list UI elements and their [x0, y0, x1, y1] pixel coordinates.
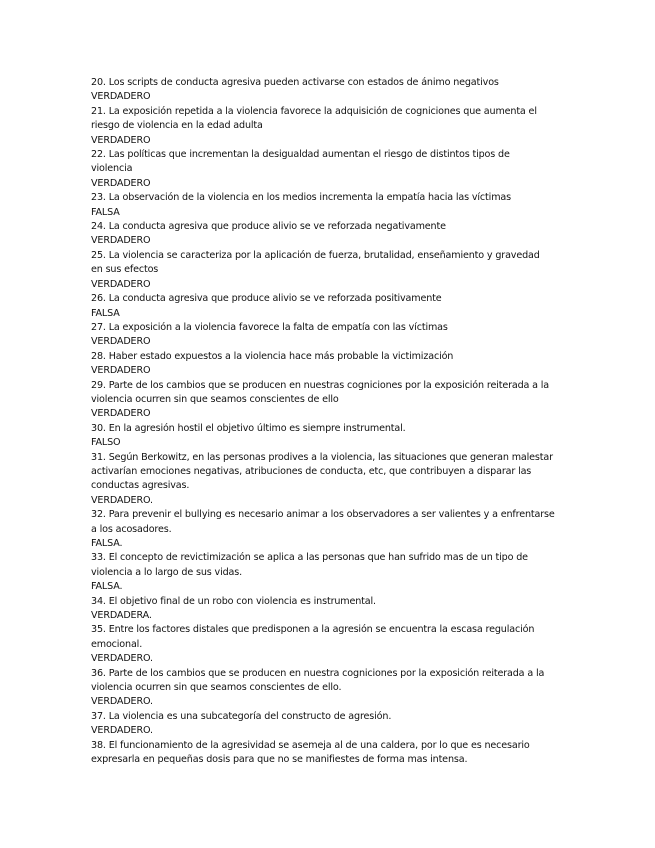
text-line: violencia [91, 163, 133, 175]
text-line: 34. El objetivo final de un robo con violencia es instrumental. [91, 595, 376, 607]
text-line: VERDADERO [91, 235, 151, 247]
text-line: 35. Entre los factores distales que predisponen a la agresión se encuentra la escasa regulación [91, 624, 535, 636]
text-line: 36. Parte de los cambios que se producen en nuestra cogniciones por la exposición reiterada a la [91, 667, 545, 679]
text-line: violencia ocurren sin que seamos conscientes de ello. [91, 682, 342, 694]
text-line: VERDADERO. [91, 653, 153, 665]
text-line: 31. Según Berkowitz, en las personas prodives a la violencia, las situaciones que generan malestar [91, 451, 553, 463]
text-line: 20. Los scripts de conducta agresiva pueden activarse con estados de ánimo negativos [91, 77, 499, 88]
text-line: 37. La violencia es una subcategoría del constructo de agresión. [91, 710, 392, 722]
text-line: 22. Las políticas que incrementan la desigualdad aumentan el riesgo de distintos tipos de [91, 149, 510, 161]
text-line: FALSA. [91, 538, 123, 549]
text-line: VERDADERO. [91, 725, 153, 737]
text-line: VERDADERO. [91, 696, 153, 708]
text-line: 28. Haber estado expuestos a la violencia hace más probable la victimización [91, 350, 454, 362]
text-line: 25. La violencia se caracteriza por la aplicación de fuerza, brutalidad, enseñamiento y gravedad [91, 249, 540, 261]
text-line: VERDADERO [91, 365, 151, 377]
text-line: riesgo de violencia en la edad adulta [91, 120, 263, 132]
text-line: VERDADERO [91, 134, 151, 146]
text-line: 24. La conducta agresiva que produce alivio se ve reforzada negativamente [91, 221, 446, 233]
text-line: violencia a lo largo de sus vidas. [91, 566, 242, 578]
text-line: FALSA [91, 206, 120, 218]
text-line: VERDADERA. [91, 610, 152, 622]
text-line: a los acosadores. [91, 523, 172, 535]
text-line: FALSO [91, 437, 121, 449]
text-line: 26. La conducta agresiva que produce alivio se ve reforzada positivamente [91, 293, 442, 305]
text-line: 29. Parte de los cambios que se producen en nuestras cogniciones por la exposición reiterada a la [91, 379, 550, 391]
text-line: FALSA. [91, 581, 123, 593]
text-line: activarían emociones negativas, atribuciones de conducta, etc, que contribuyen a disparar las [91, 465, 532, 477]
text-line: VERDADERO [91, 177, 151, 189]
text-line: VERDADERO [91, 91, 151, 103]
text-line: VERDADERO [91, 278, 151, 290]
text-line: 38. El funcionamiento de la agresividad se asemeja al de una caldera, por lo que es necesario [91, 739, 530, 751]
text-line: 23. La observación de la violencia en los medios incrementa la empatía hacia las víctimas [91, 192, 511, 204]
text-line: VERDADERO [91, 408, 151, 420]
text-line: violencia ocurren sin que seamos conscientes de ello [91, 393, 339, 405]
text-line: en sus efectos [91, 264, 159, 276]
text-line: 21. La exposición repetida a la violencia favorece la adquisición de cogniciones que aumenta el [91, 105, 537, 117]
text-line: VERDADERO [91, 336, 151, 348]
text-line: 32. Para prevenir el bullying es necesario animar a los observadores a ser valientes y a enfrentarse [91, 509, 555, 521]
text-line: VERDADERO. [91, 494, 153, 506]
text-line: 30. En la agresión hostil el objetivo último es siempre instrumental. [91, 422, 406, 434]
text-line: emocional. [91, 638, 143, 650]
text-line: 33. El concepto de revictimización se aplica a las personas que han sufrido mas de un tipo de [91, 552, 528, 564]
text-line: conductas agresivas. [91, 480, 190, 492]
text-body [91, 76, 575, 768]
text-line: expresarla en pequeñas dosis para que no se manifiestes de forma mas intensa. [91, 754, 468, 766]
text-line: 27. La exposición a la violencia favorece la falta de empatía con las víctimas [91, 321, 448, 333]
text-line: FALSA [91, 307, 120, 319]
